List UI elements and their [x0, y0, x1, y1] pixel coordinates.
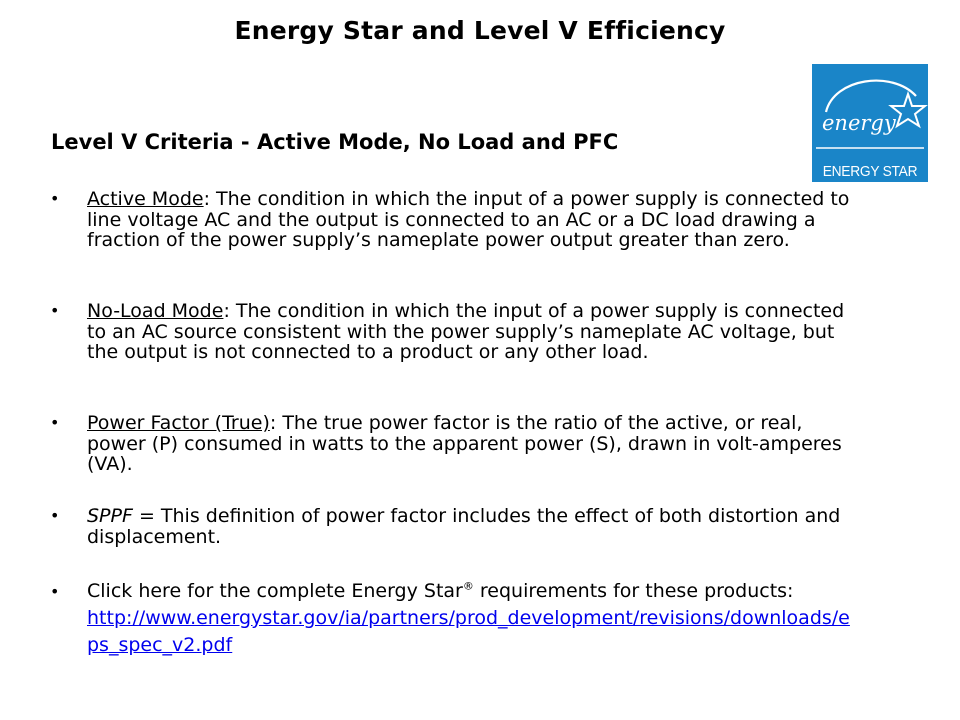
term-no-load-mode: No-Load Mode [87, 300, 224, 322]
definition-text: : The condition in which the input of a power supply is connected to an AC source consistent with the power supply’s nameplate AC voltage, but the output is not connected to a product or any other load. [87, 300, 845, 363]
bullet-dot: • [50, 189, 60, 208]
requirements-text: Click here for the complete Energy Star [87, 580, 463, 602]
definition-text: = This definition of power factor includes the effect of both distortion and displacement. [87, 505, 841, 548]
list-item [50, 505, 857, 548]
energy-star-spec-link[interactable]: http://www.energystar.gov/ia/partners/prod_development/revisions/downloads/eps_spec_v2.pdf [87, 607, 850, 656]
section-heading: Level V Criteria - Active Mode, No Load and PFC [51, 130, 619, 154]
term-active-mode: Active Mode [87, 188, 204, 210]
term-sppf: SPPF [87, 505, 133, 527]
registered-mark: ® [462, 579, 474, 593]
bullet-dot: • [50, 301, 60, 320]
energy-star-label: ENERGY STAR [822, 163, 918, 180]
definition-text: : The condition in which the input of a power supply is connected to line voltage AC and the output is connected to an AC or a DC load drawing a fraction of the power supply’s nameplate power output greater than zero. [87, 188, 850, 251]
definition-text: : The true power factor is the ratio of the active, or real, power (P) consumed in watts to the apparent power (S), drawn in volt-amperes (VA). [87, 412, 842, 475]
term-power-factor: Power Factor (True) [87, 412, 270, 434]
requirements-text-end: requirements for these products: [473, 580, 794, 602]
bullet-dot: • [50, 506, 60, 525]
bullet-dot: • [50, 413, 60, 432]
bullet-dot: • [50, 582, 60, 601]
svg-text:energy: energy [822, 111, 896, 135]
slide-title: Energy Star and Level V Efficiency [234, 16, 726, 45]
list-item [50, 188, 857, 251]
list-item [50, 300, 857, 363]
list-item [50, 412, 857, 475]
list-item [50, 578, 857, 659]
